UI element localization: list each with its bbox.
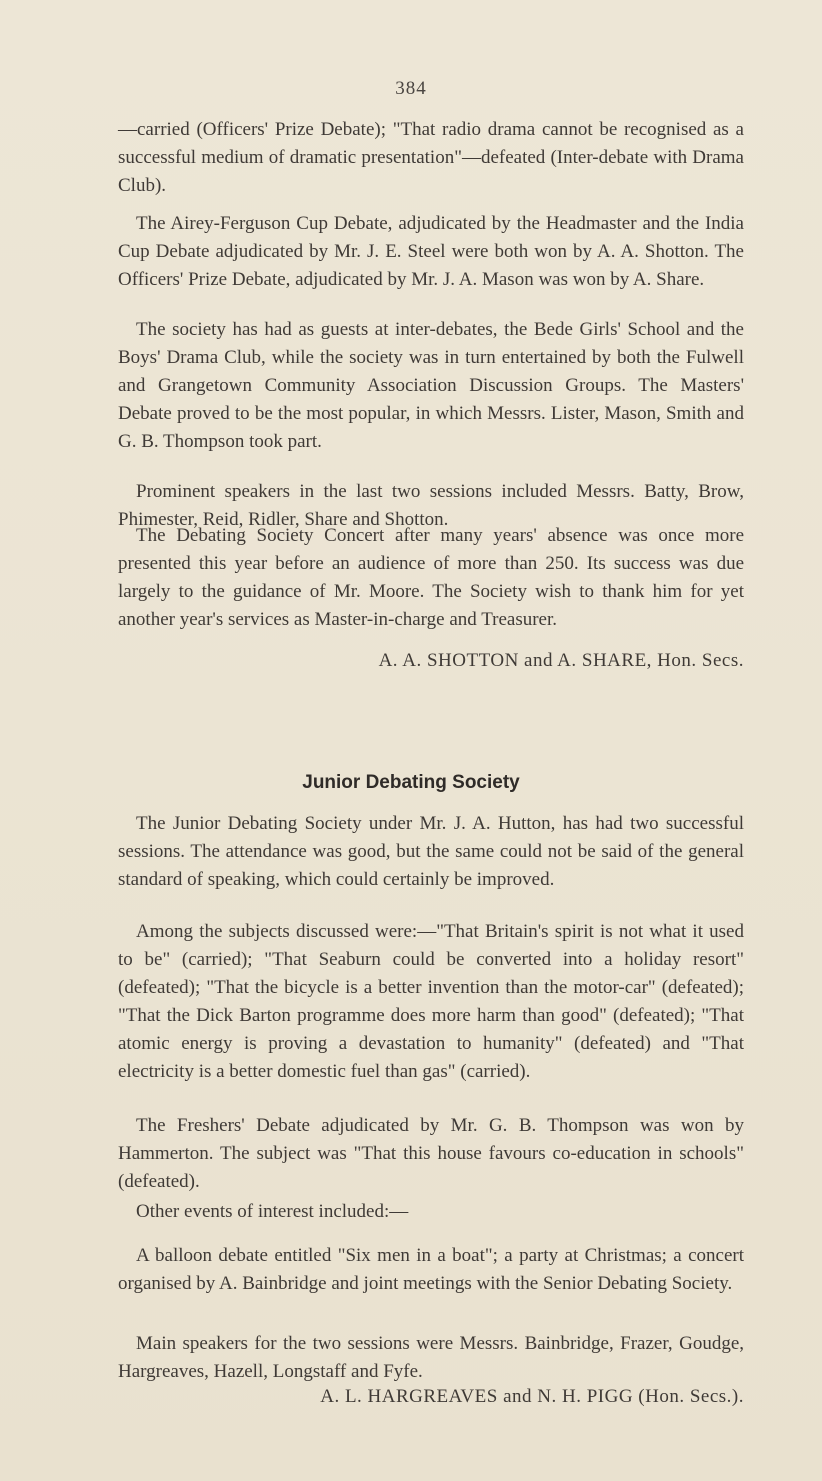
junior-paragraph-5-block bbox=[118, 1242, 744, 1298]
junior-paragraph-2: Among the subjects discussed were:—"That Britain's spirit is not what it used to be" (carried); "That Seaburn could be converted into a holiday resort" (defeated); "That the bicycle is a better invention than the motor-car" (defeated); "That the Dick Barton programme does more harm than good" (defeated); "That atomic energy is proving a devastation to humanity" (defeated) and "That electricity is a better domestic fuel than gas" (carried). bbox=[118, 921, 744, 1082]
junior-paragraph-5: A balloon debate entitled "Six men in a boat"; a party at Christmas; a concert organised by A. Bainbridge and joint meetings with the Senior Debating Society. bbox=[118, 1245, 744, 1294]
junior-paragraph-3: The Freshers' Debate adjudicated by Mr. G. B. Thompson was won by Hammerton. The subject was "That this house favours co-education in schools" (defeated). bbox=[118, 1115, 744, 1192]
junior-paragraph-1: The Junior Debating Society under Mr. J. A. Hutton, has had two successful sessions. The attendance was good, but the same could not be said of the general standard of speaking, which could certainly be improved. bbox=[118, 813, 744, 890]
senior-paragraph-4: Prominent speakers in the last two sessions included Messrs. Batty, Brow, Phimester, Reid, Ridler, Share and Shotton. bbox=[118, 481, 744, 530]
senior-paragraph-3-block bbox=[118, 316, 744, 456]
junior-paragraph-6: Main speakers for the two sessions were Messrs. Bainbridge, Frazer, Goudge, Hargreaves, Hazell, Longstaff and Fyfe. bbox=[118, 1333, 744, 1382]
senior-paragraph-5: The Debating Society Concert after many years' absence was once more presented this year before an audience of more than 250. Its success was due largely to the guidance of Mr. Moore. The Society wish to thank him for yet another year's services as Master-in-charge and Treasurer. bbox=[118, 525, 744, 630]
junior-paragraph-1-block bbox=[118, 810, 744, 894]
junior-paragraph-6-block bbox=[118, 1330, 744, 1386]
senior-paragraph-5-block bbox=[118, 522, 744, 634]
senior-paragraph-2-block bbox=[118, 210, 744, 294]
senior-paragraph-2: The Airey-Ferguson Cup Debate, adjudicated by the Headmaster and the India Cup Debate adjudicated by Mr. J. E. Steel were both won by A. A. Shotton. The Officers' Prize Debate, adjudicated by Mr. J. A. Mason was won by A. Share. bbox=[118, 213, 744, 290]
senior-paragraph-3: The society has had as guests at inter-debates, the Bede Girls' School and the Boys' Drama Club, while the society was in turn entertained by both the Fulwell and Grangetown Community Association Discussion Groups. The Masters' Debate proved to be the most popular, in which Messrs. Lister, Mason, Smith and G. B. Thompson took part. bbox=[118, 319, 744, 452]
junior-paragraph-2-block bbox=[118, 918, 744, 1086]
junior-heading: Junior Debating Society bbox=[302, 772, 520, 793]
page-number: 384 bbox=[395, 78, 427, 99]
senior-paragraph-1: —carried (Officers' Prize Debate); "That radio drama cannot be recognised as a successful medium of dramatic presentation"—defeated (Inter-debate with Drama Club). bbox=[118, 119, 744, 196]
junior-signature: A. L. HARGREAVES and N. H. PIGG (Hon. Secs.). bbox=[320, 1386, 744, 1407]
senior-signature: A. A. SHOTTON and A. SHARE, Hon. Secs. bbox=[378, 650, 744, 671]
junior-paragraph-4-block bbox=[118, 1198, 744, 1226]
junior-paragraph-4: Other events of interest included:— bbox=[136, 1201, 409, 1222]
senior-paragraph-1-block bbox=[118, 116, 744, 200]
junior-paragraph-3-block bbox=[118, 1112, 744, 1196]
